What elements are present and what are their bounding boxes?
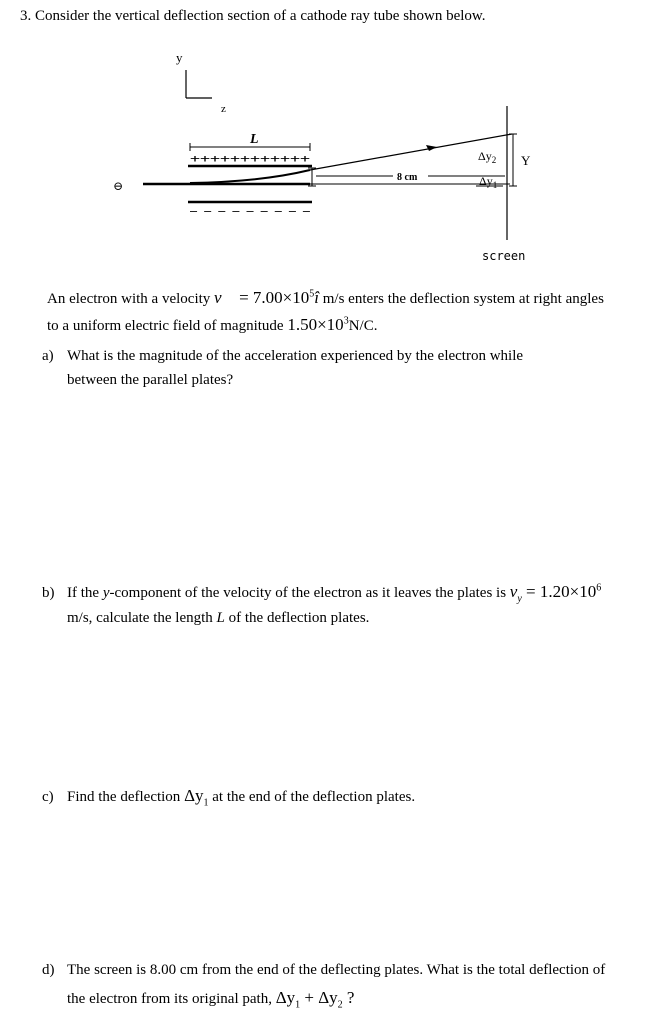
dy1-expression: $\Delta y_1$	[184, 786, 209, 809]
part-a-line-2: between the parallel plates?	[67, 372, 234, 388]
part-b-line-1	[42, 582, 601, 604]
axis-z-label: z	[221, 103, 226, 115]
velocity-symbol: v⃗	[214, 288, 235, 307]
curved-trajectory	[190, 170, 310, 183]
intro-text-post: m/s enters the deflection system at right angles	[322, 291, 604, 307]
intro-text: An electron with a velocity	[47, 291, 211, 307]
axis-y-label: y	[176, 50, 183, 65]
part-a-line-1	[42, 348, 523, 365]
part-b-text-post: of the deflection plates.	[228, 610, 370, 626]
velocity-value: = 7.00×10	[239, 288, 310, 307]
part-b-text-2: m/s, calculate the length	[67, 610, 213, 626]
part-b-line-2	[67, 610, 369, 627]
velocity-expression	[214, 288, 319, 307]
field-value: $1.50\times 10^3$	[287, 315, 349, 334]
intro-text-2: to a uniform electric field of magnitude	[47, 318, 284, 334]
part-a-label: a)	[42, 348, 54, 364]
part-b-length-var: L	[216, 610, 225, 626]
part-b-label: b)	[42, 585, 55, 601]
part-b-var: y	[102, 585, 110, 601]
plate-length-label: L	[250, 132, 259, 147]
total-deflection-expression: $\Delta y_1 + \Delta y_2$ ?	[275, 988, 355, 1011]
part-b-text: If the	[67, 585, 100, 601]
part-c-label: c)	[42, 789, 54, 805]
screen-label: screen	[482, 249, 526, 263]
intro-line-2	[47, 315, 377, 335]
unit-vector: î	[314, 288, 319, 307]
part-c-line-1	[42, 786, 415, 808]
vy-expression: $v_y = 1.20\times 10^6$	[509, 582, 602, 605]
part-d-text: The screen is 8.00 cm from the end of the deflecting plates. What is the total deflection of	[67, 962, 606, 978]
velocity-exponent: 5	[309, 288, 315, 300]
part-d-line-1	[42, 962, 605, 979]
dy2-label: $\Delta y_2$	[478, 149, 497, 165]
electron-symbol: ⊖	[113, 179, 124, 193]
part-d-text-2: the electron from its original path,	[67, 991, 272, 1007]
intro-line-1	[47, 288, 604, 308]
top-plate-charges: ++++++++++++	[190, 152, 311, 165]
part-d-line-2	[67, 988, 354, 1010]
part-b-text-mid: -component of the velocity of the electron as it leaves the plates is	[109, 585, 507, 601]
part-c-text: Find the deflection	[67, 789, 181, 805]
part-c-text-post: at the end of the deflection plates.	[212, 789, 416, 805]
total-deflection-label: Y	[521, 153, 531, 168]
distance-label: 8 cm	[397, 172, 418, 183]
dy1-label: $\Delta y_1$	[479, 174, 498, 190]
part-d-label: d)	[42, 962, 55, 978]
crt-deflection-diagram	[0, 0, 668, 280]
question-text: Consider the vertical deflection section of a cathode ray tube shown below.	[35, 8, 486, 24]
bottom-plate-charges: – – – – – – – – –	[190, 204, 311, 218]
field-unit: N/C.	[348, 318, 378, 334]
question-number: 3.	[20, 8, 32, 24]
part-a-text: What is the magnitude of the acceleration experienced by the electron while	[67, 348, 524, 364]
